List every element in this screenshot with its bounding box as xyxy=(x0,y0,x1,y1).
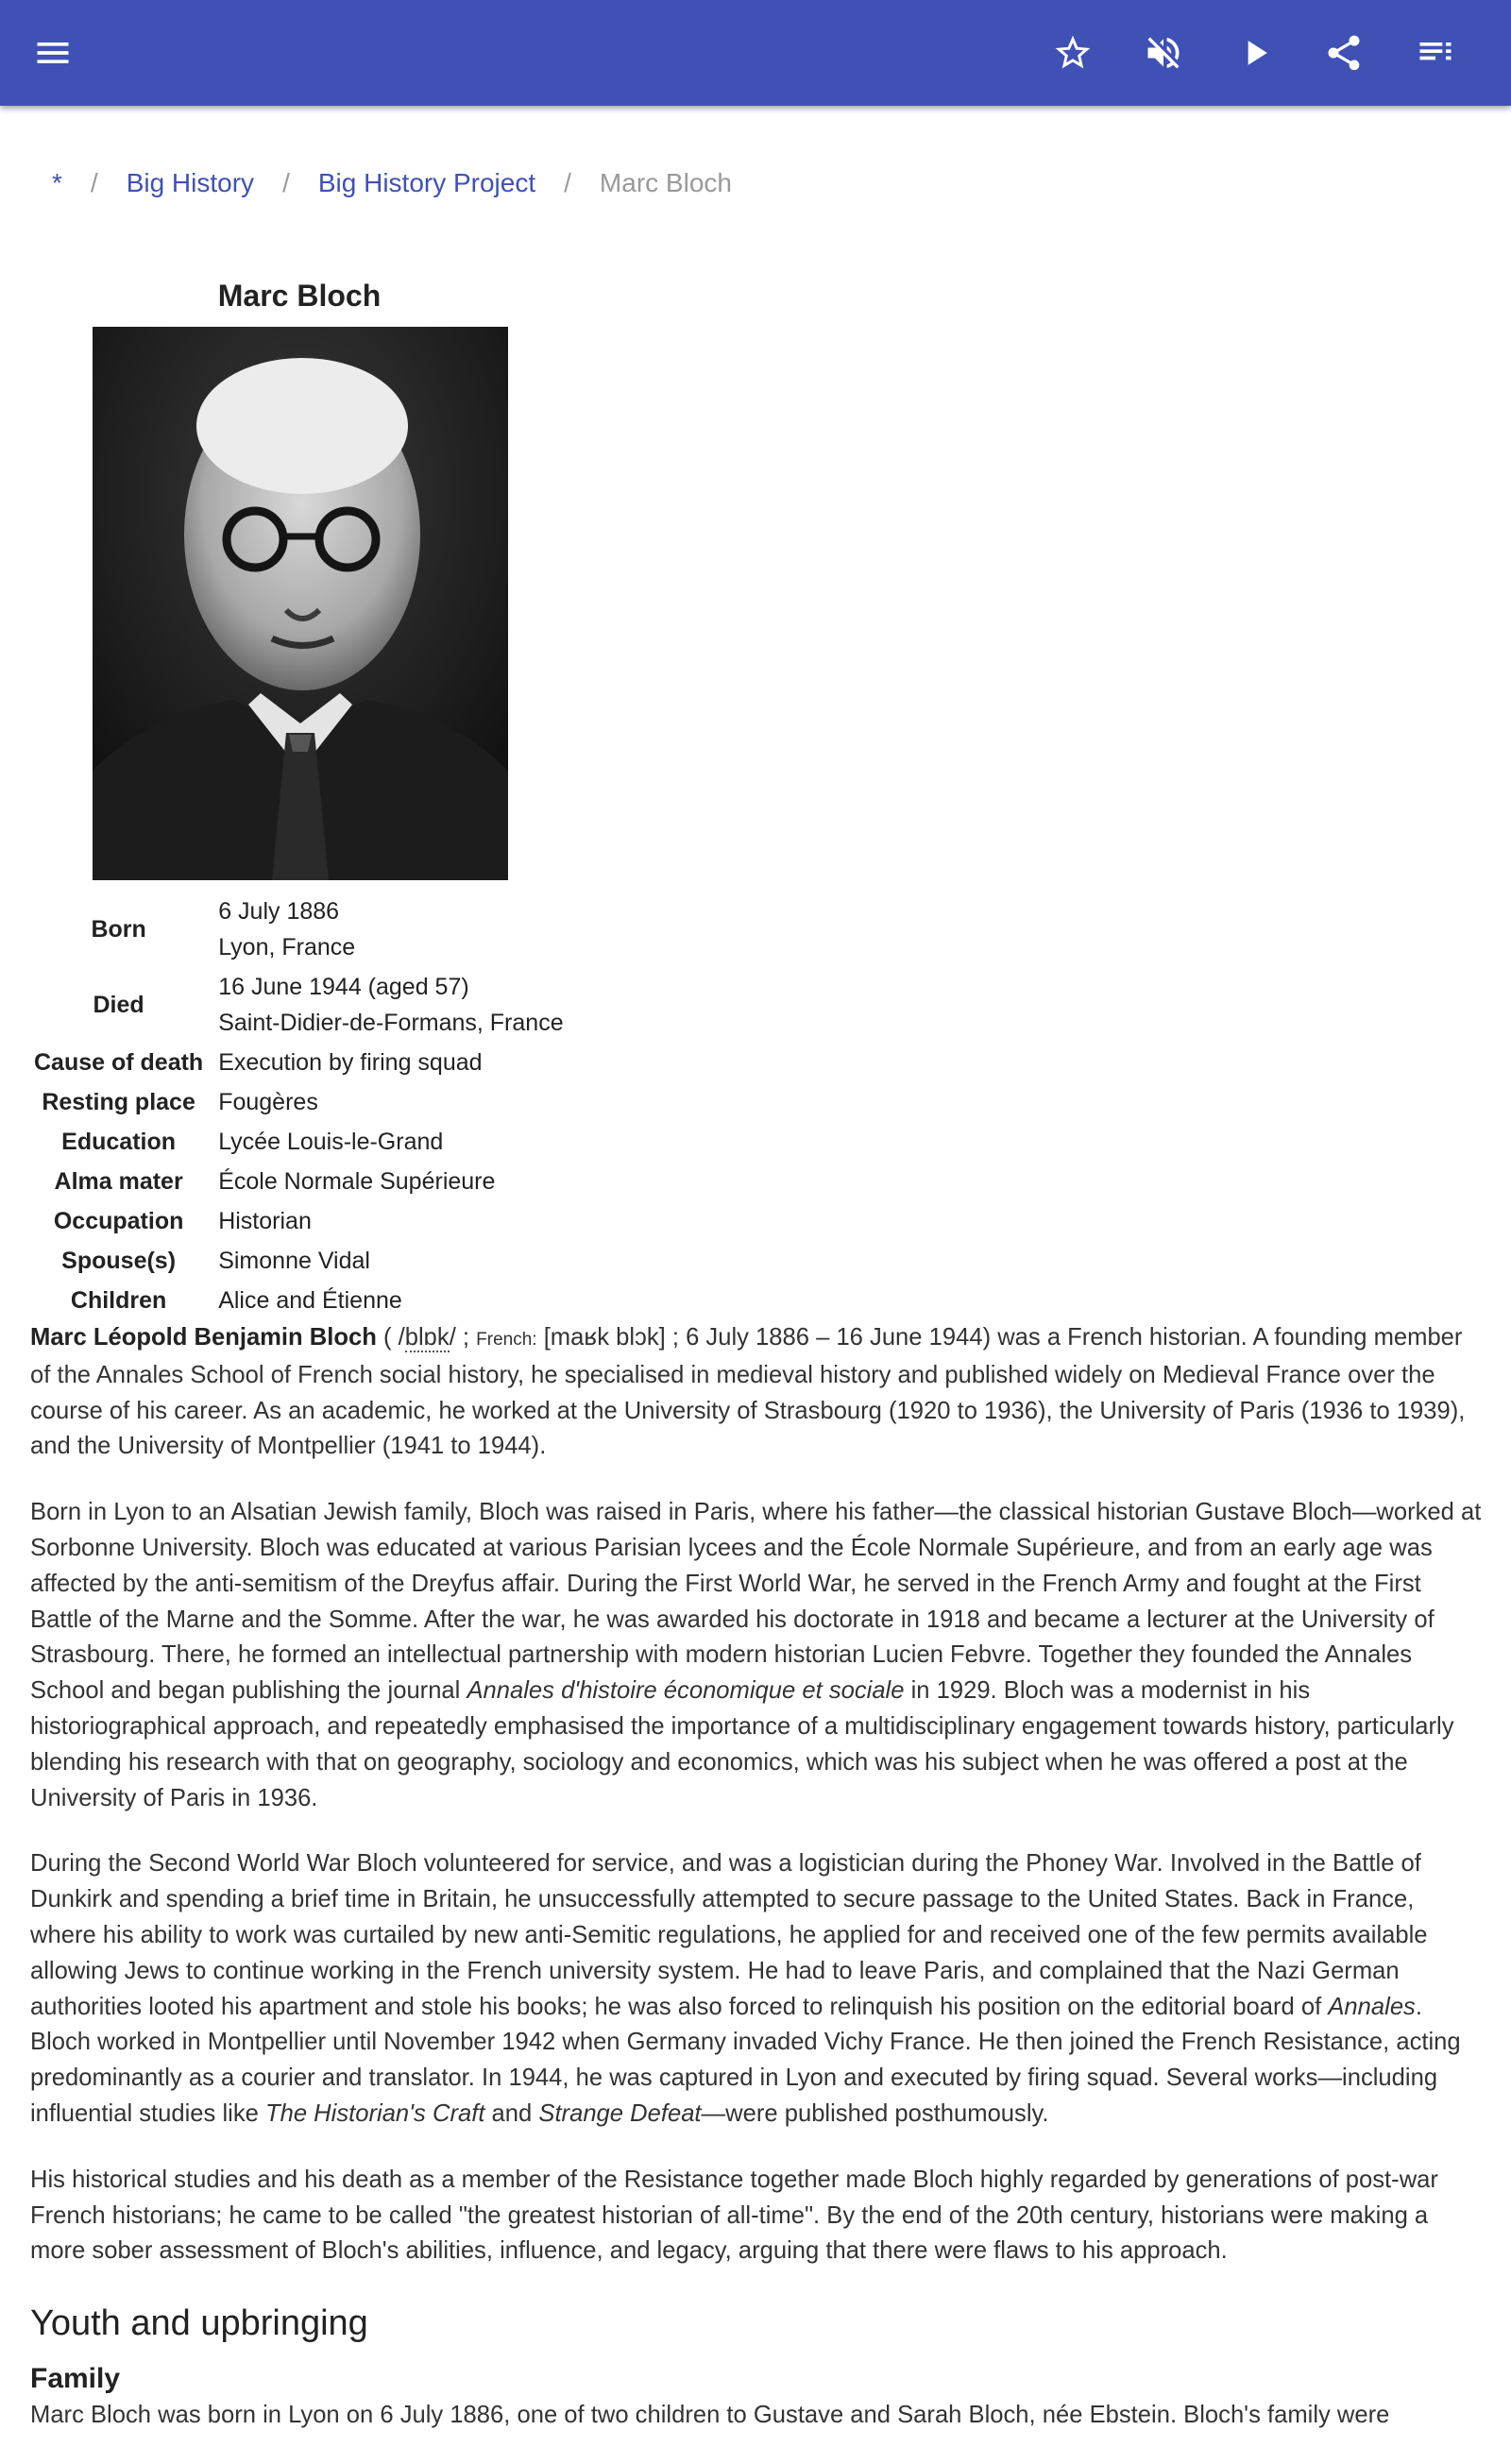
infobox-label: Resting place xyxy=(42,1088,195,1115)
journal-title: Annales xyxy=(1328,1993,1416,2020)
infobox-label: Education xyxy=(61,1128,177,1155)
infobox-label: Spouse(s) xyxy=(61,1247,177,1274)
play-button[interactable] xyxy=(1227,25,1283,81)
breadcrumb-separator: / xyxy=(564,168,571,197)
play-icon xyxy=(1234,32,1276,74)
born-place[interactable]: Lyon, France xyxy=(218,934,356,960)
paragraph-intro: Marc Léopold Benjamin Bloch ( /blɒk/ ; French: [maʁk blɔk] ; 6 July 1886 – 16 June 1944) was a French historian. A founding member of the Annales School of French social history, he specialised in medieval history and published widely on Medieval France over the course of his career. As an academic, he worked at the University of Strasbourg (1920 to 1936), the University of Paris (1936 to 1939), and the University of Montpellier (1941 to 1944). xyxy=(30,1324,1466,1460)
infobox-label: Occupation xyxy=(53,1207,184,1234)
language-label: French: xyxy=(476,1330,537,1350)
infobox-value[interactable]: École Normale Supérieure xyxy=(218,1168,496,1195)
infobox-row-alma-mater xyxy=(30,1162,568,1201)
paragraph-legacy: His historical studies and his death as a member of the Resistance together made Bloch highly regarded by generations of post-war French historians; he came to be called "the greatest historian of all-time". By the end of the 20th century, historians were making a more sober assessment of Bloch's abilities, influence, and legacy, arguing that there were flaws to his approach. xyxy=(30,2166,1438,2265)
book-title: Strange Defeat xyxy=(538,2099,702,2127)
infobox-value: Historian xyxy=(218,1208,312,1234)
paragraph-biography: Born in Lyon to an Alsatian Jewish family, Bloch was raised in Paris, where his father—the classical historian Gustave Bloch—worked at Sorbonne University. Bloch was educated at various Parisian lycees and the École Normale Supérieure, and from an early age was affected by the anti-semitism of the Dreyfus affair. During the First World War, he served in the French Army and fought at the First Battle of the Marne and the Somme. After the war, he was awarded his doctorate in 1918 and became a lecturer at the University of Strasbourg. There, he formed an intellectual partnership with modern historian Lucien Febvre. Together they founded the Annales School and began publishing the journal Annales d'histoire économique et sociale in 1929. Bloch was a modernist in his historiographical approach, and repeatedly emphasised the importance of a multidisciplinary engagement towards history, particularly blending his research with that on geography, sociology and economics, which was his subject when he was offered a post at the University of Paris in 1936. xyxy=(30,1499,1482,1811)
breadcrumb-current: Marc Bloch xyxy=(599,168,732,197)
breadcrumb-separator: / xyxy=(90,168,98,197)
infobox-value: Simonne Vidal xyxy=(218,1248,370,1274)
infobox-row-occupation xyxy=(30,1201,568,1241)
infobox-value: Execution by firing squad xyxy=(218,1049,483,1076)
infobox-value[interactable]: Lycée Louis-le-Grand xyxy=(218,1129,444,1155)
breadcrumb xyxy=(52,168,732,198)
breadcrumb-home-link[interactable]: * xyxy=(52,168,62,197)
volume-off-icon xyxy=(1143,32,1184,74)
born-date: 6 July 1886 xyxy=(218,898,340,925)
infobox-label: Alma mater xyxy=(54,1167,183,1195)
breadcrumb-big-history-link[interactable]: Big History xyxy=(126,168,255,197)
paragraph-war: During the Second World War Bloch volunteered for service, and was a logistician during the Phoney War. Involved in the Battle of Dunkirk and spending a brief time in Britain, he unsuccessfully attempted to secure passage to the United States. Back in France, where his ability to work was curtailed by new anti-Semitic regulations, he applied for and received one of the few permits available allowing Jews to continue working in the French university system. He had to leave Paris, and complained that the Nazi German authorities looted his apartment and stole his books; he was also forced to relinquish his position on the editorial board of Annales. Bloch worked in Montpellier until November 1942 when Germany invaded Vichy France. He then joined the French Resistance, acting predominantly as a courier and translator. In 1944, he was captured in Lyon and executed by firing squad. Several works—including influential studies like The Historian's Craft and Strange Defeat—were published posthumously. xyxy=(30,1850,1461,2127)
died-place[interactable]: Saint-Didier-de-Formans, France xyxy=(218,1010,564,1036)
menu-icon xyxy=(32,32,74,74)
infobox-value: Alice and Étienne xyxy=(218,1287,402,1314)
bookmark-button[interactable] xyxy=(1044,25,1101,81)
infobox-row-children xyxy=(30,1281,568,1320)
share-icon xyxy=(1323,32,1365,74)
subsection-heading: Family xyxy=(30,2363,121,2395)
infobox-label: Children xyxy=(70,1286,167,1314)
mute-button[interactable] xyxy=(1135,25,1192,81)
toc-button[interactable] xyxy=(1407,25,1464,81)
portrait-image[interactable] xyxy=(93,327,508,880)
article-content xyxy=(30,1320,1485,2464)
star-icon xyxy=(1052,32,1094,74)
journal-title: Annales d'histoire économique et sociale xyxy=(467,1677,905,1705)
app-bar xyxy=(0,0,1511,106)
infobox-row-spouse xyxy=(30,1241,568,1281)
ipa-pronunciation-link[interactable]: blɒk xyxy=(404,1324,450,1351)
infobox-row-died xyxy=(30,967,568,1043)
menu-button[interactable] xyxy=(25,25,81,81)
infobox-table xyxy=(30,892,568,1320)
infobox-label: Cause of death xyxy=(34,1048,204,1076)
book-title: The Historian's Craft xyxy=(264,2099,485,2127)
playlist-icon xyxy=(1415,32,1456,74)
infobox-label: Died xyxy=(93,991,144,1018)
french-pronunciation[interactable]: [maʁk blɔk] xyxy=(536,1324,666,1351)
infobox-row-born xyxy=(30,892,568,967)
infobox-row-resting xyxy=(30,1082,568,1122)
infobox-row-cause xyxy=(30,1043,568,1082)
section-heading: Youth and upbringing xyxy=(30,2303,368,2344)
share-button[interactable] xyxy=(1316,25,1372,81)
paragraph-family: Marc Bloch was born in Lyon on 6 July 1886, one of two children to Gustave and Sarah Bloch, née Ebstein. Bloch's family were xyxy=(30,2402,1390,2429)
infobox-label: Born xyxy=(91,915,146,943)
infobox-title: Marc Bloch xyxy=(217,279,382,313)
infobox-value[interactable]: Fougères xyxy=(218,1089,318,1115)
breadcrumb-big-history-project-link[interactable]: Big History Project xyxy=(317,168,536,197)
breadcrumb-separator: / xyxy=(282,168,290,197)
died-date: 16 June 1944 (aged 57) xyxy=(218,974,469,1000)
portrait-photo xyxy=(93,327,508,880)
infobox-row-education xyxy=(30,1122,568,1162)
article-subject-name: Marc Léopold Benjamin Bloch xyxy=(30,1324,377,1351)
